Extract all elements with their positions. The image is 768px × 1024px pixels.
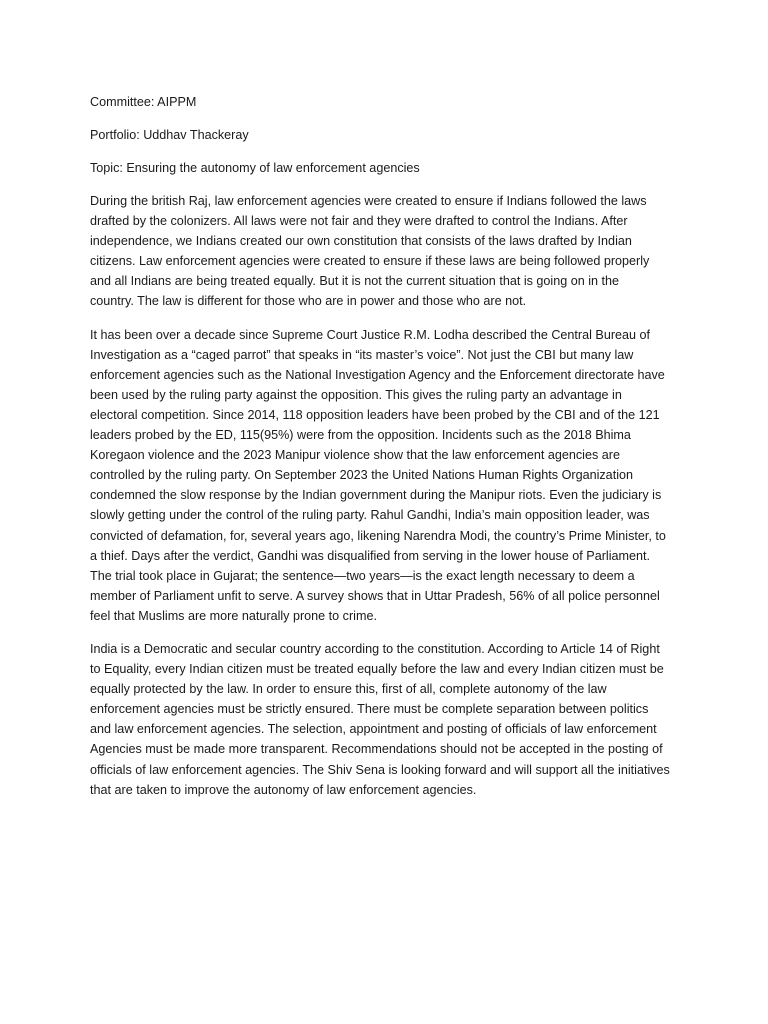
text-line: electoral competition. Since 2014, 118 opposition leaders have been probed by the CBI and of the 121 <box>90 407 660 422</box>
text-line: Agencies must be made more transparent. Recommendations should not be accepted in the posting of <box>90 742 663 757</box>
text-line: Investigation as a “caged parrot” that speaks in “its master’s voice”. Not just the CBI but many law <box>90 347 634 362</box>
text-line: officials of law enforcement agencies. The Shiv Sena is looking forward and will support all the initiatives <box>90 762 670 777</box>
text-line: It has been over a decade since Supreme Court Justice R.M. Lodha described the Central Bureau of <box>90 327 651 342</box>
paragraph-3 <box>90 639 680 800</box>
text-line: controlled by the ruling party. On September 2023 the United Nations Human Rights Organization <box>90 468 633 483</box>
text-line: independence, we Indians created our own constitution that consists of the laws drafted by Indian <box>90 234 632 249</box>
text-line: India is a Democratic and secular country according to the constitution. According to Article 14 of Right <box>90 641 660 656</box>
text-line: and law enforcement agencies. The selection, appointment and posting of officials of law enforcement <box>90 722 657 737</box>
text-line: country. The law is different for those who are in power and those who are not. <box>90 294 527 309</box>
text-line: equally protected by the law. In order to ensure this, first of all, complete autonomy of the law <box>90 682 607 697</box>
document-page <box>90 92 680 813</box>
text-line: During the british Raj, law enforcement agencies were created to ensure if Indians followed the laws <box>90 194 647 208</box>
text-line: and all Indians are being treated equally. But it is not the current situation that is going on in the <box>90 274 620 289</box>
text-line: slowly getting under the control of the ruling party. Rahul Gandhi, India’s main opposition leader, was <box>90 508 650 523</box>
text-line: feel that Muslims are more naturally prone to crime. <box>90 608 377 623</box>
text-line: member of Parliament unfit to serve. A survey shows that in Uttar Pradesh, 56% of all police personnel <box>90 588 660 603</box>
text-line: that are taken to improve the autonomy of law enforcement agencies. <box>90 782 477 797</box>
committee-line: Committee: AIPPM <box>90 95 197 109</box>
text-line: The trial took place in Gujarat; the sentence—two years—is the exact length necessary to deem a <box>90 568 635 583</box>
text-line: convicted of defamation, for, several years ago, likening Narendra Modi, the country’s Prime Minister, to <box>90 528 666 543</box>
paragraph-2 <box>90 325 680 626</box>
text-line: enforcement agencies such as the National Investigation Agency and the Enforcement directorate have <box>90 367 665 382</box>
portfolio-line: Portfolio: Uddhav Thackeray <box>90 128 249 142</box>
text-line: enforcement agencies must be strictly ensured. There must be complete separation between politics <box>90 702 649 717</box>
text-line: citizens. Law enforcement agencies were created to ensure if these laws are being followed properly <box>90 254 650 269</box>
topic-line: Topic: Ensuring the autonomy of law enforcement agencies <box>90 161 420 175</box>
text-line: been used by the ruling party against the opposition. This gives the ruling party an advantage in <box>90 387 622 402</box>
paragraph-1 <box>90 191 680 312</box>
text-line: to Equality, every Indian citizen must be treated equally before the law and every Indian citizen must be <box>90 662 664 677</box>
text-line: leaders probed by the ED, 115(95%) were from the opposition. Incidents such as the 2018 Bhima <box>90 428 631 443</box>
text-line: condemned the slow response by the Indian government during the Manipur riots. Even the judiciary is <box>90 488 662 503</box>
text-line: drafted by the colonizers. All laws were not fair and they were drafted to control the Indians. After <box>90 214 628 229</box>
text-line: Koregaon violence and the 2023 Manipur violence show that the law enforcement agencies are <box>90 448 620 463</box>
text-line: a thief. Days after the verdict, Gandhi was disqualified from serving in the lower house of Parliament. <box>90 548 650 563</box>
